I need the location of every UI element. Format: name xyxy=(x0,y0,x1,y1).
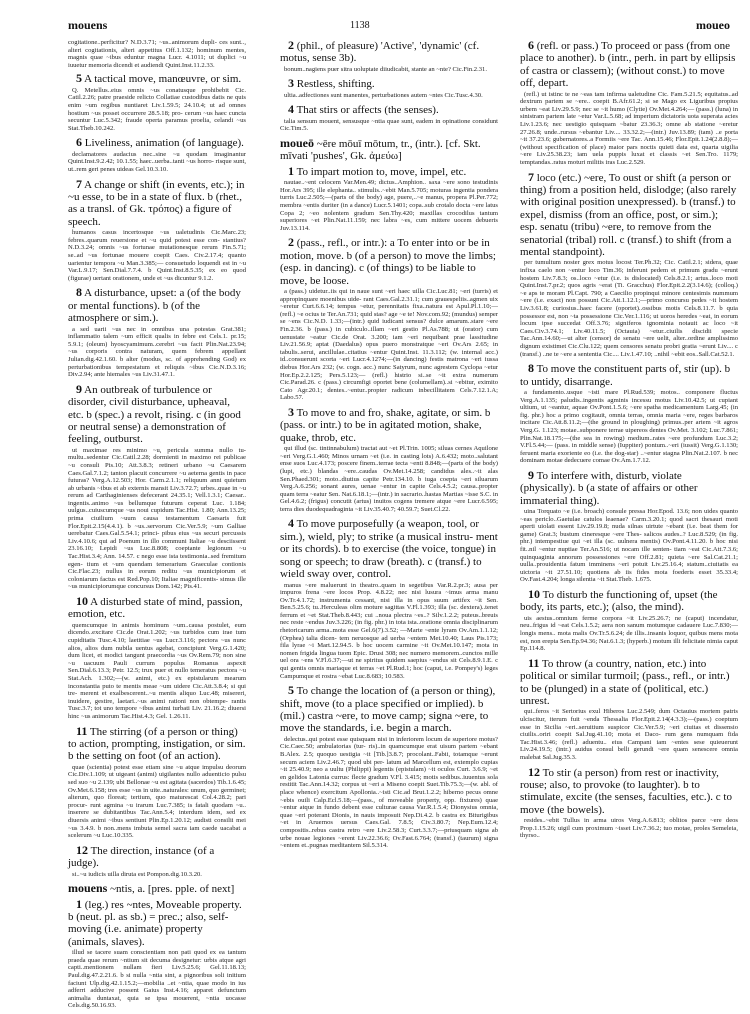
sense-12 xyxy=(520,766,738,840)
sense-number: 5 xyxy=(288,683,294,698)
sense-7 xyxy=(68,178,246,283)
sense-number: 9 xyxy=(528,467,534,482)
sense-list xyxy=(280,165,498,850)
sense-number: 4 xyxy=(288,102,294,117)
sense-definition xyxy=(280,236,498,287)
sense-definition xyxy=(68,72,246,85)
sense-number: 3 xyxy=(288,76,294,91)
sense-number: 2 xyxy=(288,235,294,250)
sense-number: 6 xyxy=(76,135,82,150)
definition-text: The direction, instance (of a judge). xyxy=(68,844,215,870)
sense-list xyxy=(520,39,738,840)
definition-text: To stir (a person) from rest or inactivity, rouse; also, to provoke (to laughter). b to stimulate, excite (the senses, faculties, etc.). c to move (the bowels). xyxy=(520,766,732,816)
sense-number: 4 xyxy=(288,516,294,531)
sense-definition xyxy=(280,165,498,178)
definition-text: The stirring (of a person or thing) to action, prompting, instigation, or sim. b the setting on foot (of an action). xyxy=(68,725,246,763)
sense-number: 2 xyxy=(288,38,294,52)
sense-5 xyxy=(68,72,246,132)
citations: bonum..nagiens puer sitra uoluptate diiudicabit, stante an ~nte? Cic.Fin.2.31. xyxy=(284,65,487,73)
sense-6 xyxy=(68,136,246,173)
sense-number: 9 xyxy=(76,381,82,396)
citations: talia sensum mouent, sensusque ~ntia quae sunt, eadem in opinatione considunt Cic.Tim.5. xyxy=(280,117,498,133)
sense-definition xyxy=(280,684,498,735)
column-middle xyxy=(280,39,498,854)
sense-definition xyxy=(280,406,498,444)
sense-4 xyxy=(280,517,498,680)
definition-text: To impart motion to, move, impel, etc. xyxy=(296,165,467,178)
sense-1 xyxy=(68,898,246,1010)
citations: a fundamento..usque ~isti mare Pl.Rud.539; motos.. componere fluctus Verg.A.1.135; paludis..ingentis agminis incessu motus Liv.10.42.5; ut cupiant ultium, ut ~eantur, aquae Ov.Pont.1.5.6; ~ere spatha medicamentum Larg.45; (in fig. phr.) hoc a primo cogitauit, omnia terras, omnia maria ~ere, reges barbaros incitare Cic.Att.8.11.2;—(the ground in ploughing) primus..per artem ~it agros Verg.G. 1.123; motae..subponere terrae uipereos dentes Ov.Met. 3.102; Luc.7.861; Plin.Nat.18.175;—(the sea in rowing) medium..rates ~ere profundum Luc.3.2; V.Fl.5.44;— (pass. in middle sense) (Iuppiter) pontum..~eri (iussit) Verg.G.1.130; feruent maria exoriente eo (i.e. the dog-star) ..~entur stagna Plin.Nat.2.107. b nec dominam motae dedecuere comae Ov.Am.1.7.12. xyxy=(520,388,738,465)
sense-definition xyxy=(520,171,738,259)
definition-text: (leg.) res ~ntes, Moveable property. b (neut. pl. as sb.) = prec.; also, self-moving (i.e. animate) property (animals, slaves). xyxy=(68,898,242,948)
sense-number: 1 xyxy=(288,163,294,178)
sense-number: 1 xyxy=(76,896,82,911)
sense-list xyxy=(68,72,246,878)
sense-list xyxy=(68,898,246,1010)
sense-definition xyxy=(68,595,246,621)
definition-text: An outbreak of turbulence or disorder, civil disturbance, upheaval, etc. b (spec.) a revolt, rising. c (in good or neutral sense) a demonstration of feeling, outburst. xyxy=(68,383,241,446)
column-left xyxy=(68,39,246,1014)
sense-definition xyxy=(68,286,246,324)
sense-definition xyxy=(68,383,246,446)
sense-number: 8 xyxy=(528,361,534,376)
definition-text: A change or shift (in events, etc.); in ~u esse, to be in a state of flux. b (rhet., as a transl. of Gk. τρόπος) a figure of speech. xyxy=(68,178,245,228)
grammar-info: ~ēre mōuī mōtum, tr., (intr.). [cf. Skt. mīvati 'pushes', Gk. ἀμεύω] xyxy=(280,138,481,163)
sense-9 xyxy=(520,469,738,584)
sense-number: 11 xyxy=(528,655,540,670)
page-number: 1138 xyxy=(350,20,370,31)
definition-text: loco (etc.) ~ere, To oust or shift (a person or thing) from a position held, dislodge; (also rarely with original position unexpressed). b (transf.) to expel, dismiss (from an office, post, or sim.); esp. senatu (tribu) ~ere, to remove from the senatorial (tribal) roll. c (transf.) to shift (from a mental standpoint). xyxy=(520,171,737,258)
citations: quemcumque in animis hominum ~um..causa postulet, eum dicendo..excitare Cic.de Orat.1.202; ~us turbidos cum irae tum cupiditatis Tusc.4.10; laetitiae ~us Lucr.3.116; pectora ~us nunc alios, alios dum nubila uentus agebat, concipiunt Verg.G.1.420; dum licet, et modici tangunt praecordia ~us Ov.Rem.79; non sine ~u uacuum Pauli currum populus Romanus aspexit Sen.Dial.6.13.3; Petr. 12.5; trux puer et nullo temeratus pectora ~u Stat.Ach. 1.302;—(w. animi, etc.) ex epistularum mearum inconstantia puto te mentis meae ~um uidere Cic.Att.3.8.4; si qui tre- merent et exalbescerent..~u mentis aliquo Luc.48; misereri, inuidere, gestire, laetari..~us animi rationi non obtempe- rantis Tusc.3.7; tot uno tempore ~ibus animi turbati Liv. 21.16.2; diuersi hinc ~us animorum Tac.Hist.4.3; Gel. 1.26.11. xyxy=(68,621,246,720)
right-guideword: moueo xyxy=(696,18,730,32)
entry-headline-mouens xyxy=(68,882,246,895)
headword: moueō xyxy=(280,136,314,150)
sense-number: 10 xyxy=(76,594,88,608)
definition-text: To move purposefully (a weapon, tool, or sim.), wield, ply; to strike (a musical instru- ment or its chords). b to exercise (the voice, tongue) in song or speech; to draw (breath). c (transf.) to wield sway over, control. xyxy=(280,518,498,581)
sense-10 xyxy=(68,595,246,721)
citations: delectus..qui potest esse quisquam nisi in inferiorem locum de superiore motus? Cic.Caec.50; ambulatorias (tur- ris)..in quamcumque erat uisum partem ~ebant B.Alex. 2.5; quoquo uestigia ~it [Tib.]3.8.7; procolant..Fabii, totamque ~erunt secum aciem Liv.2.46.7; quod ubi per- latum ad Marcellum est, extemplo cupias ~it 25.40.9; neo a uultu (Philippi) legentis (epistulam) ~it oculos Curt. 3.6.9; ~et en gelidos Latonia currus: flecte gradum V.Fl. 3.415; motis sedibus..iuuentus sola restitit Tac.Ann.14.32; corpus ut ~eri a Miseno coepit Suet.Tib.75.3;—(w. abl. of place whence) exercitum Apollonia..~isti Cic.ad Brut.1.2.2; hiberno pecus omne ~ebis ouili Calp.Ecl.5.18;—(pass., of moveable property, opp. fixtures) quae ~entur atque in fundo debent esse culturae causa Var.R.1.5.4; Dionysius omnia, quae ~eri poterant Dionis, in nauis imposuit Nep.Di.4.2. b castra ex Biturigibus ~et in Aruernos uersus Caes.Gal. 7.8.5; Civ.3.80.7; Nep.Eum.12.4; compositis..rebus castra retro ~ere Liv.2.58.3; Curt.3.3.7;—priusquam signa ab urbe nouae legiones ~erent Liv.22.36.6; Ov.Fast.6.764; (transf.) (taurum) signa ~entem et..pugnas meditantem Sil.5.314. xyxy=(280,735,498,850)
sense-definition xyxy=(280,39,498,65)
definition-text: Liveliness, animation (of language). xyxy=(84,137,244,150)
citations: uina Torquato ~e (i.e. broach) consule pressa Hor.Epod. 13.6; non uides quanto ~eas periclo..Gaetulae catulos leaenae? Carm.3.20.1; quod sacri thesauri moti aperti uiolati essent Liv.29.19.8; nuda silnas uirtute ~ebant (i.e. beat them for game) Grat.3; bustum cineresque ~ere Thes- salicos audes..? Luc.8.529; (in fig. phr.) intempestiue qui ~et illa (sc. uulnera mentis) Ov.Pont.4.11.20. b hoc nisi fit..nil ~entur nuptiae Ter.An.516; ut nocam ille senten- tiam ~eat Cic.Att.7.3.6; quinquaginta annorum possessiones ~ere Off.2.81; quieta ~ere Sal.Cat.21.1; uulla..prouidentia fatum imminens ~eri potuit Liv.25.16.4; statum..ciuitatis ea uictoria ~it 27.51.10; quotiens ab iis fides mota foederis esset 35.33.4; Ov.Fast.4.204; longa silentia ~it Stat.Theb. 1.675. xyxy=(520,508,738,584)
citations: ut maximae res minimo ~u, pericula summa nullo tu- multu..sedentur Cic.Catil.2.28; dormienti in maximo rei publicae ~u consuli Pis.10; Att.3.8.3; retineri urbano ~u Caesarem Caes.Gal.7.1.2; tanton placuit concurrere ~u aeterna gentis in pace futuras? Verg.A.12.503; Hor. Carm.2.1.1; reliquum anni quietum ab urbanis ~ibus et ab externis mansit Liv.3.72.7; urbes..quae in ~u rerum ad Carthaginienses defecerant 24.35.1; Vell.1.3.1; Caesar.. ingentis..animo ~us bellumque futurum ceperat Luc. 1.184; uulgus..cuiuscumque ~us noui cupidum Tac.Hist. 1.80; Ann.13.25; prima ciuilium ~uum causa testamentum Caesaris fuit Flor.Epit.2.15(4.4.1). b ~us..servorum Cic.Ver.5.9; ~um Galliae uerebatur Caes.Gal.5.54.1; princi- pibus eius ~us securi percussis Liv.4.10.6; qui ad Poenum in illo communi Italiae ~u desciissent 23.16.10; Lepidi ~us Luc.8.808; coeptante legionum ~u Tac.Hist.3.4; Ann. 14.57. c nego esse ista testimonia..sed fremitum egen- tium et ~um quendam temerarium Graeculae contionis Cic.Flac.23; nullus in eorum reditu ~us municipiorum et coloniarum factus est Red.Pop.10; Italiae magnificentis- simus ille ~us municipiorumque concursus Dom.142; Pis.41. xyxy=(68,446,246,591)
entry-headline-moueo xyxy=(280,137,498,163)
sense-number: 7 xyxy=(76,176,82,191)
definition-text: Restless, shifting. xyxy=(296,78,375,91)
sense-2 xyxy=(280,39,498,73)
sense-11 xyxy=(520,657,738,762)
definition-text: A disturbance, upset: a (of the body or mental functions). b (of the atmosphere or sim.). xyxy=(68,287,241,325)
sense-11 xyxy=(68,725,246,840)
sense-3 xyxy=(280,77,498,99)
grammar-info: ~ntis, a. [pres. pple. of next] xyxy=(110,883,235,896)
sense-number: 12 xyxy=(76,842,88,857)
sense-definition xyxy=(68,725,246,763)
definition-text: To interfere with, disturb, violate (physically). b (a state of affairs or other immaterial thing). xyxy=(520,469,698,507)
definition-text: A tactical move, manœuvre, or sim. xyxy=(84,73,242,86)
definition-text: (refl. or pass.) To proceed or pass (from one place to another). b (intr., perh. in part by ellipsis of castra or classem); (without const.) to move off, depart. xyxy=(520,40,736,90)
citations: qui illud (sc. tintinnabulum) tractat aut ~et Pl.Trin. 1005; siluas cernes Aquilone ~eri Verg.G.1.460; Minos urnam ~et (i.e. in casting lots) A.6.432; moto..salutant ense suos Luc.4.173; poscere finem..terrae tecta ~enti 8.848;—(parts of the body) (lupi, etc.) blandas ~ere..caudas Ov.Met.14.258; candidus ales..~it alas Sen.Phaed.301; moto..diutius capite Petr.134.10. b iuga coepta ~eri siluarum Verg.A.6.256; sonant aures, uenae ~entur in capite Cels.4.5.2; causa..propter quam terra ~eatur Sen. Nat.6.18.1;—(intr.) in sacrario..hastas Martias ~isse S.C. in Gel.4.6.2; (frigus) concutit (artus) inuitos cogens tremere atque ~ere Lucr.6.595; terra dies duodequadraginta ~it Liv.35.40.7; 40.59.7; Suet.Cl.22. xyxy=(280,445,498,513)
sense-number: 12 xyxy=(528,764,540,779)
citations: manus ~ere maluerunt in theatro..quam in segetibus Var.R.2.pr.3; ausa per impuros frena ~ere locos Prop. 4.8.22; nec nisi lusura ~imus arma manu Ov.Tr.4.1.72; instrumenta cessant, nisi illa in opus suum artifex ~it Sen. Ben.5.25.6; tu..Herculeas olim moture sagittas V.Fl.1.393; illa (sc. dextera)..tenet ferrum et ~et Stat.Theb.8.443; cui ..noua plectra ~es..? Silv.1.2.2; puteus..breuis nec reste ~endus Juv.3.226; (in fig. phr.) in tota ista..oratione omnia disciplinarum rhetoricarum arma..mota esse Gel.6(7).3.52; —Marte ~ente lyram Ov.Am.1.1.12; (Orphea) talia dicen- tem neruosque ad uerba ~entem Met.10.40; Laus Pis.173; fila lyrae ~i Mart.12.94.5. b hoc uocem carmine ~it Ov.Met.10.147; mota in nomen frigida lingua tuom Epic. Drusi 308; nec numero memorem..cunctos mille uel ora ~ens V.Fl.6.37;—ut ne spiritus quidem saepius ~endus sit Cels.8.9.1.E. c qui gentis omnis mariaque et terras ~et Pl.Rud.1; hoc (caput, i.e. Pompey's) leges Campumque et rostra ~ebat Luc.8.683; 10.583. xyxy=(280,581,498,680)
sense-8 xyxy=(520,362,738,465)
sense-list xyxy=(280,39,498,133)
sense-definition xyxy=(68,178,246,229)
citations: per tumultum noster grex motus locost Ter.Ph.32; Cic. Catil.2.1; sidera, quae infixa caelo non ~entur loco Tim.36; inferunt pedem et primum gradu ~erunt hostem Liv.7.8.3; os..loco ~etur (i.e. is dislocated) Cels.8.2.1; artus..loco moti Quint.Inst.7.pr.2; quos agris ~erat (Ti. Gracchus) Flor.Epit.2.2(3.14.6); (colloq.) ~e aps te moram Pl.Capt. 790; a Caecilio propinqui minore centesimis nummum ~ere (i.e. exact) non possunt Cic.Att.1.12.1;—primo concursu pedes ~it hostem Liv.3.61.8; curiosius..haec facere (oportet)..ossibus motis Cels.8.11.7. b quia possessor est, non ~ta possessione Cic.Ver.1.116; ut uoros heredes ~eat, in eorum locum ipse succedat Off.3.76; signiferos ignominia notauit ac loco ~it Caes.Civ.3.74.1; Liv.40.11.5; (Octauia) ~etur..ciuilis discidii specie Tac.Ann.14.60;—ut alter (censor) de senatu ~ere uelit, alter..ordine amplissimo dignum existimet Cic.Clu.122; quem censores senatu probri gratia ~erunt Liv.... c (transf.) ..ne te ~ere a sententia Cic.... Liv.1.47.10; ..nihil ~ebit eos..Sall.Cat.52.1. xyxy=(520,259,738,358)
sense-7 xyxy=(520,171,738,359)
sense-number: 6 xyxy=(528,38,534,52)
sense-definition xyxy=(520,657,738,708)
column-right xyxy=(520,39,738,844)
sense-8 xyxy=(68,286,246,378)
sense-number: 8 xyxy=(76,285,82,300)
sense-definition xyxy=(68,844,246,870)
citations: uis aestus..omnium ferme corpora ~it Liv.25.26.7; ne (caput) incendatur, neu..frigus id ~eat Cels.1.5.2; aera non sanum motumque cadauere Luc.7.830;—longis mens.. mota malis Ov.Tr.5.6.24; de illis..insanis loquor, quibus mens mota est, non erepta Sen.Ep.94.36; Nat.6.1.3; (hyperb.) motum illi felicitate nimia caput Ep.114.8. xyxy=(520,614,738,653)
sense-1 xyxy=(280,165,498,233)
sense-number: 7 xyxy=(528,169,534,184)
definition-text: To move the constituent parts of, stir (up). b to untidy, disarrange. xyxy=(520,363,731,388)
sense-definition xyxy=(520,39,738,90)
sense-definition xyxy=(520,362,738,388)
sense-4 xyxy=(280,103,498,133)
sense-definition xyxy=(280,77,498,90)
citations: resides..~ebit Tullus in arma uiros Verg.A.6.813; oblitos parce ~ere deos Prop.1.15.26; uigil cum proximum ~isset Liv.7.36.2; tuo motae, proles Semeleia, thyrso.. xyxy=(520,817,738,840)
citations: si..~u iudicis uilla diruta est Pompon.dig.10.3.20. xyxy=(72,870,202,878)
citations: qui..feros ~it Sertorius exul Hiberos Luc.2.549; dum Octauius mortem patris ulciscitur, iterum fuit ~enda Thessalia Flor.Epit.2.14(4.3.3);—(pass.) coeptum esse in Sicilia ~eri..seruitium suspicor Cic.Ver.5.9; ~eri ciuitas et dissensio ciuilis..oriri coepit Sal.Jug.41.10; mota et Daco- rum gens numquam fida Tac.Hist.3.46; (refl.) aduentu.. eius Campani iam ~entes sese quieuerunt Liv.24.19.5; (intr.) auidus consul belli gerundi ~ere quam senescere omnia malebat Sal.Jug.35.3. xyxy=(520,708,738,761)
sense-10 xyxy=(520,588,738,653)
sense-number: 3 xyxy=(288,404,294,419)
citations: a (pass.) uidetur..iis qui in naue sunt ~eri haec uilla Cic.Luc.81; ~eri (turris) et appropinquare moenibus uide- rant Caes.Gal.2.31.1; cum grauespeliis..agmen uix ~eretur Curt.6.6.14; tempus ~etur, perennitatis fixa..natura est Apul.Pl.1.10;—(refl.) ~e ocius te Ter.An.731; quid stas? age ~e te! Nov.com.92; (mundus) semper se ~ens Cic.N.D. 1.33;—(intr.) quid iudicant sensus? dulce amarum..stare ~ere Fin.2.36. b (pass.) in cubiculo..illam ~eri gestio Pl.As.788; ut (orator) cum uenustate ~eatur Cic.de Orat. 3.200; iam ~eri nequibant prae lassitudine Liv.21.56.9; aptat (Daedalus) opus puero monstratque ~eri Ov.Ars 2.65; in tabulis..serui, ancillulae..citatius ~entur Quint.Inst. 11.3.112; (w. internal acc.) id..consuerunt scorta ~eri Lucr.4.1274;—(in dancing) festis matrona ~eri iussa diebus Hor.Ars 232; (w. cogn. acc.) nunc Satyrum, nunc agrestem Cyclopa ~etur Hor.Ep.2.2.125; Pers.5.123;— (refl.) histrio si..se ~it extra numerum Cic.Parad.26. c (pass.) circumfigi oportet bene (columellam)..si ~ebitur, eximito Cato Agr.20.1; dentes..~entur..propter radicum inbecillitatem Cels.7.12.1.A; Labo.57. xyxy=(280,288,498,402)
sense-number: 5 xyxy=(76,71,82,86)
citations: a sed uarii ~us nec in omnibus una potestas Grat.381; inflammatio talem ~um efficit qualis in febre est Cels.1. pr.15; 5.9.1; (oleum) hyoscyamimum..cerebri ~us facit Plin.Nat.23.94; ~us corporis contra naturam, quem febrem appellant Julian.dig.42.1.60. b alter (modus, sc. of apprehending God) ex perturbationibus tempestatum et reliquis ~ibus Cic.N.D.3.16; Div.2.94; ante hiemales ~us Liv.31.47.1. xyxy=(68,325,246,379)
definition-text: (phil., of pleasure) 'Active', 'dynamic' (cf. motus, sense 3b). xyxy=(280,40,480,65)
page-header xyxy=(0,18,750,34)
sense-definition xyxy=(68,136,246,149)
sense-number: 10 xyxy=(528,587,540,602)
citations: humanos casus incertosque ~us ualetudinis Cic.Marc.23; febres..quarum reuersione et ~u quid potest esse con- stantius? N.D.3.24; omnis ~us fortunae mutationesque rerum Fin.5.71; se..ad ~us fortunae mouere coepit Caes. Civ.2.17.4; quanto uarientur tempora ~u Man.3.385;— consuetudo loquendi est in ~u Var.L.9.17; Sen.Dial.7.7.4. b Quint.Inst.8.5.35; ex eo quod (figurae) uertant orationem, unde et ~us dicuntur 9.1.2. xyxy=(68,229,246,282)
sense-6 xyxy=(520,39,738,167)
definition-text: To change the location of (a person or thing), shift, move (to a place specified or implied). b (mil.) castra ~ere, to move camp; signa ~ere, to move the standards, i.e. begin a march. xyxy=(280,685,496,735)
definition-text: To throw (a country, nation, etc.) into political or similar turmoil; (pass., refl., or intr.) to be (plunged) in a state of (political, etc.) unrest. xyxy=(520,657,730,708)
sense-definition xyxy=(520,469,738,507)
sense-definition xyxy=(68,898,246,949)
definition-text: A disturbed state of mind, passion, emotion, etc. xyxy=(68,596,243,621)
sense-12 xyxy=(68,844,246,878)
sense-definition xyxy=(520,766,738,817)
definition-text: (pass., refl., or intr.): a To enter into or be in motion, move. b (of a person) to move the limbs; (esp. in dancing). c (of things) to be liable to move, be loose. xyxy=(280,237,496,287)
sense-5 xyxy=(280,684,498,850)
sense-3 xyxy=(280,406,498,514)
sense-definition xyxy=(520,588,738,614)
citations: Q. Metellus..eius omnis ~us conatusque prohibebit Cic. Catil.2.26; patre praeside relicto Collatiae custodibus datis ne quis enim ~um regibus nuntiaret Liv.1.59.5; 24.10.4; ut ad omnes hostium ~us posset occurrere 28.5.18; pro- cerum ~us haec cuncta secuntur Luc.5.342; fraude operta paramus proelia, celandi ~us Stat.Theb.10.242. xyxy=(68,86,246,132)
sense-definition xyxy=(280,103,498,116)
definition-text: That stirs or affects (the senses). xyxy=(296,104,439,117)
headword: mouens xyxy=(68,881,108,896)
citations: declamatores audacius nec..sine ~u quodam imaginantur Quint.Inst.9.2.42; 10.1.55; haec..uerba..tanti ~us horro- risque sunt, ut..rem geri penes uideas Gel.10.3.10. xyxy=(68,150,246,173)
definition-text: To disturb the functioning of, upset (the body, its parts, etc.); (also, the mind). xyxy=(520,589,718,614)
citations: nautae..~ent celocem Var.Men.49; dictus..Amphion.. saxa ~ere sono testudinis Hor.Ars 395; ille elephanta.. stimulis..~ebit Man.5.705; moturas ingentia pondera turris Luc.2.505;—(parts of the body) age, puere,..~e manus, propera Pl.Per.772; membra ~entis duriter (in a dance) Lucr.5.1401; copa..sub crotalo docta ~ere latus Copa 2; ~eo nolentem gradum Sen.Thy.420; maxillas crocodilus tantum superiores ~et Plin.Nat.11.159; nec labra ~es, cum mittere uocem debueris Juv.13.114. xyxy=(280,179,498,232)
sense-definition xyxy=(280,517,498,580)
sense-number: 11 xyxy=(76,723,88,738)
citations: quae (scientia) potest esse etiam sine ~u atque impulsu deorum Cic.Div.1.109; ut uigeant (animi) uigilantes nullo aduenticio pulsu sed suo ~u 2.139; ubi Bellonae ~u est agitata (sacerdos) Tib.1.6.45; Ov.Met.6.158; tres esse ~us in uite..naturales: unum, quo germinet; alterum, quo floreat; tertium, quo maturescat Col.4.28.2; pari procur- runt agmina ~u irarum Luc.7.385; is fatali quodam ~u.. inserere se dubitantibus Tac.Ann.5.4; interdum idem, sed ex diuersis animi ~ibus sentiunt Plin.Ep.1.20.12; audisti consilii mei ~us 3.4.9. b non..mens imbuta semel sacra iam caede uacabat a scelerum ~u Luc.10.335. xyxy=(68,763,246,840)
definition-text: To move to and fro, shake, agitate, or sim. b (pass. or intr.) to be in agitated motion, shake, quake, throb, etc. xyxy=(280,406,491,444)
sense-2 xyxy=(280,236,498,402)
citations: illud se tacere suam conscientiam non pati quod ex ea tantum praeda quae rerum ~ntium sit decuma designetur: urbis atque agri capti..mentionem nullam fieri Liv.5.25.6; Gel.11.18.13; Paul.dig.47.2.21.6. b si nulla ~ntia sint, a pignoribus soli initium faciunt Ulp.dig.42.1.15.2;—mobilia ..et ~ntia, quae modo in ius adferri adducive possent Gaius Inst.4.16; apparet defunctum animalia duntaxat, quia se ipsa mouerent, ~ntia uocasse Cels.dig.50.16.93. xyxy=(68,949,246,1010)
citations: (refl.) ut istinc te ne ~eas tam infirma ualetudine Cic. Fam.5.21.5; equitatus..ad dextrum partem se ~ere.. coepit B.Afr.61.2; si se Mago ex Liguribus propius urbem ~eat Liv.29.5.9; nec se ~it humo (Clytie) Ov.Met.4.264;— (pass.) (luna) in sinistram partem late ~etur Var.L.5.68; ad imperium dictatoris uota superata acies Liv.1.23.6; nec uestigio quisquam ~batur 23.36.3; omne ab statione ~eretur 27.26.8; unde..rursus ~ebantur Liv.... 33.32.2;—(intr.) Juv.13.89; (tam) ..e porta ~it 37.23.6; gubernatores..a Formiis ~ere Tac. Ann.15.46; Flor.Epit.1.24(2.8.8);—(without specification of place) maior pars noctis quieti data est, quarta uigilia ~ere Liv.25.38.23; iam uela puppis luxat et classis ~et Sen.Tro. 1179; temptandas..ratus moturi militis iras Luc.2.529. xyxy=(520,90,738,166)
left-guideword: mouens xyxy=(68,18,108,32)
citations: ultia..adfectiones sunt manentes, perturbationes autem ~ntes Cic.Tusc.4.30. xyxy=(284,91,483,99)
sense-9 xyxy=(68,383,246,591)
continued-citations: cogitatione..perficitur? N.D.3.71; ~us..animorum dupli- ces sunt.., alteri cogitationis, alteri appetitus Off.1.132; hominum mentes, magnis quae ~ibus eduntur magna Lucr. 4.1011; ut duplici ~u iuuetur memoria dicendi et audiendi Quint.Inst.11.2.33. xyxy=(68,39,246,69)
